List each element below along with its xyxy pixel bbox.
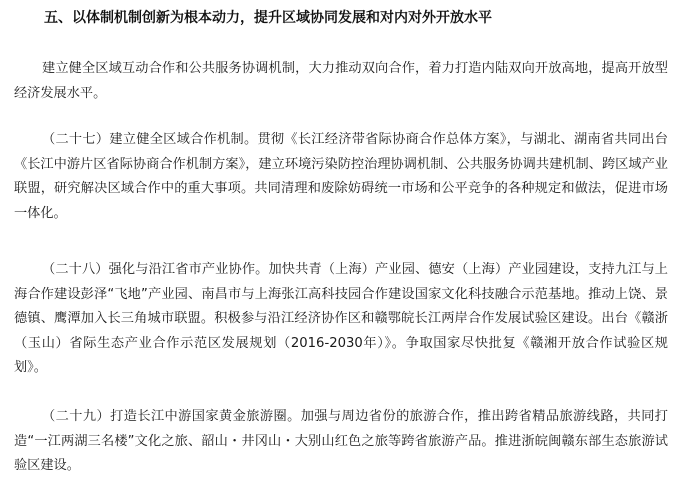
paragraph-item-29: （二十九）打造长江中游国家黄金旅游圈。加强与周边省份的旅游合作，推出跨省精品旅游线路，共同打造“一江两湖三名楼”文化之旅、韶山・井冈山・大别山红色之旅等跨省旅游产品。推进浙皖闽赣东部生态旅游试验区建设。 <box>14 409 668 473</box>
section-heading: 五、以体制机制创新为根本动力，提升区域协同发展和对内对外开放水平 <box>44 10 492 26</box>
paragraph-intro: 建立健全区域互动合作和公共服务协调机制，大力推动双向合作，着力打造内陆双向开放高地，提高开放型经济发展水平。 <box>14 61 668 101</box>
paragraph-item-27: （二十七）建立健全区域合作机制。贯彻《长江经济带省际协商合作总体方案》，与湖北、湖南省共同出台《长江中游片区省际协商合作机制方案》，建立环境污染防控治理协调机制、公共服务协调共建机制、跨区域产业联盟，研究解决区域合作中的重大事项。共同清理和废除妨碍统一市场和公平竞争的各种规定和做法，促进市场一体化。 <box>14 132 668 221</box>
paragraph-item-28: （二十八）强化与沿江省市产业协作。加快共青（上海）产业园、德安（上海）产业园建设，支持九江与上海合作建设彭泽“飞地”产业园、南昌市与上海张江高科技园合作建设国家文化科技融合示范基地。推动上饶、景德镇、鹰潭加入长三角城市联盟。积极参与沿江经济协作区和赣鄂皖长江两岸合作发展试验区建设。出台《赣浙（玉山）省际生态产业合作示范区发展规划（2016-2030年）》。争取国家尽快批复《赣湘开放合作试验区规划》。 <box>14 262 668 375</box>
